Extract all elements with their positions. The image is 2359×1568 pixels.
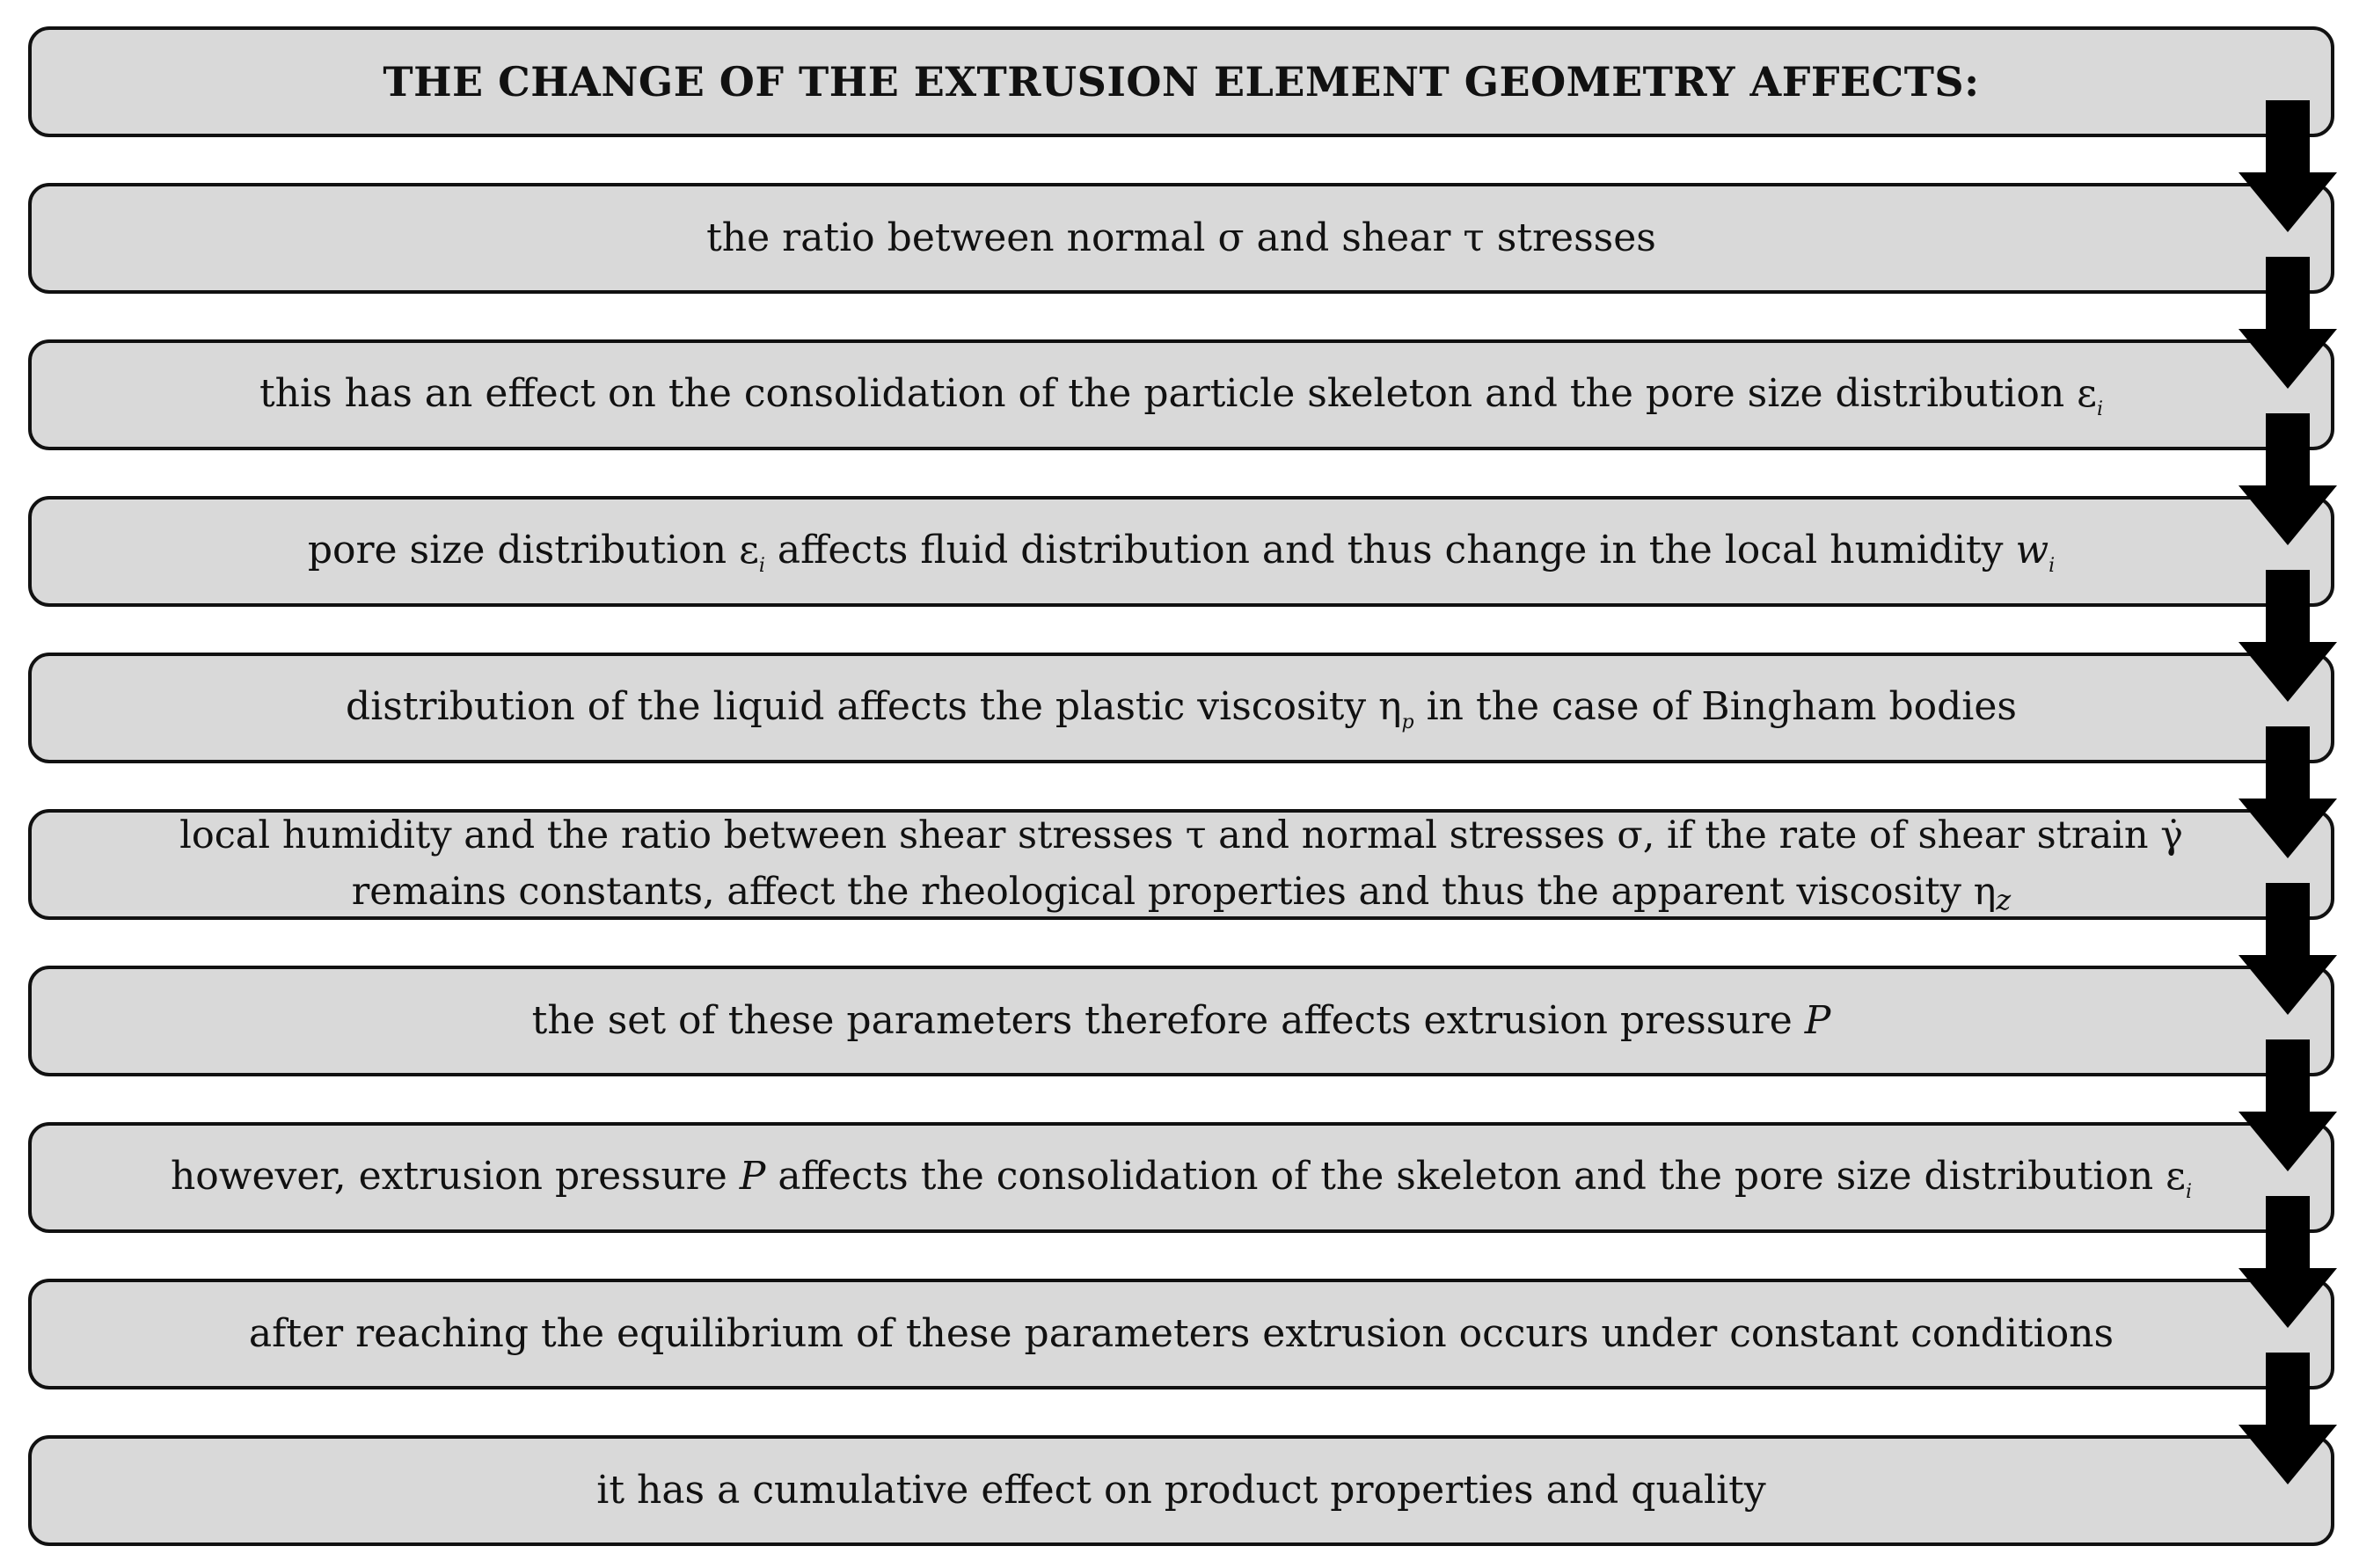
box-text — [706, 210, 1656, 266]
down-arrow-icon — [2238, 1196, 2337, 1328]
text-run: affects the consolidation of the skeleton and the pore size distribution ε — [765, 1154, 2186, 1200]
flow-box-title — [28, 26, 2334, 137]
text-run: in the case of Bingham bodies — [1413, 684, 2017, 730]
flow-box-plastic-viscosity — [28, 653, 2334, 763]
text-run: local humidity and the ratio between shear stresses τ and normal stresses σ, if the rate of shear strain γ̇ remains constants, affect the rheological properties and thus the apparent viscosity η — [179, 813, 2183, 914]
subscript-text: i — [758, 555, 765, 578]
text-run: it has a cumulative effect on product properties and quality — [596, 1468, 1766, 1513]
box-text — [249, 1306, 2114, 1362]
flow-box-cumulative-effect — [28, 1435, 2334, 1546]
text-run: pore size distribution ε — [307, 528, 759, 573]
down-arrow-icon — [2238, 726, 2337, 858]
subscript-text: i — [2096, 398, 2103, 421]
text-run: distribution of the liquid affects the plastic viscosity η — [346, 684, 1402, 730]
subscript-text: i — [2185, 1181, 2193, 1204]
flow-box-stress-ratio — [28, 183, 2334, 294]
subscript-text: p — [1401, 711, 1414, 734]
box-text — [259, 366, 2103, 424]
down-arrow-icon — [2238, 570, 2337, 702]
text-run: affects fluid distribution and thus change in the local humidity — [764, 528, 2016, 573]
italic-symbol: w — [2015, 528, 2049, 573]
down-arrow-icon — [2238, 1353, 2337, 1484]
italic-symbol: P — [1804, 998, 1831, 1044]
text-run: however, extrusion pressure — [170, 1154, 740, 1200]
flow-box-pore-size — [28, 496, 2334, 607]
text-run: the ratio between normal σ and shear τ stresses — [706, 215, 1656, 261]
down-arrow-icon — [2238, 100, 2337, 232]
text-run: this has an effect on the consolidation of the particle skeleton and the pore size distribution ε — [259, 371, 2097, 417]
box-text — [171, 1149, 2192, 1207]
flow-box-extrusion-pressure — [28, 966, 2334, 1076]
box-text — [120, 808, 2243, 921]
down-arrow-icon — [2238, 1039, 2337, 1171]
box-text — [383, 53, 1979, 112]
down-arrow-icon — [2238, 257, 2337, 389]
flow-box-equilibrium — [28, 1279, 2334, 1389]
flow-box-pressure-feedback — [28, 1122, 2334, 1233]
box-text — [532, 993, 1831, 1049]
down-arrow-icon — [2238, 883, 2337, 1015]
text-run: after reaching the equilibrium of these parameters extrusion occurs under constant conditions — [248, 1311, 2114, 1357]
box-text — [308, 522, 2055, 580]
box-text — [596, 1462, 1765, 1519]
text-run: the set of these parameters therefore affects extrusion pressure — [531, 998, 1805, 1044]
italic-symbol: P — [739, 1154, 766, 1200]
down-arrow-icon — [2238, 413, 2337, 545]
flow-box-rheology — [28, 809, 2334, 920]
subscript-text: i — [2049, 555, 2056, 578]
flow-box-consolidation — [28, 339, 2334, 450]
box-text — [346, 679, 2017, 737]
subscript-text: z — [1996, 882, 2012, 916]
text-run: THE CHANGE OF THE EXTRUSION ELEMENT GEOMETRY AFFECTS: — [383, 57, 1980, 106]
